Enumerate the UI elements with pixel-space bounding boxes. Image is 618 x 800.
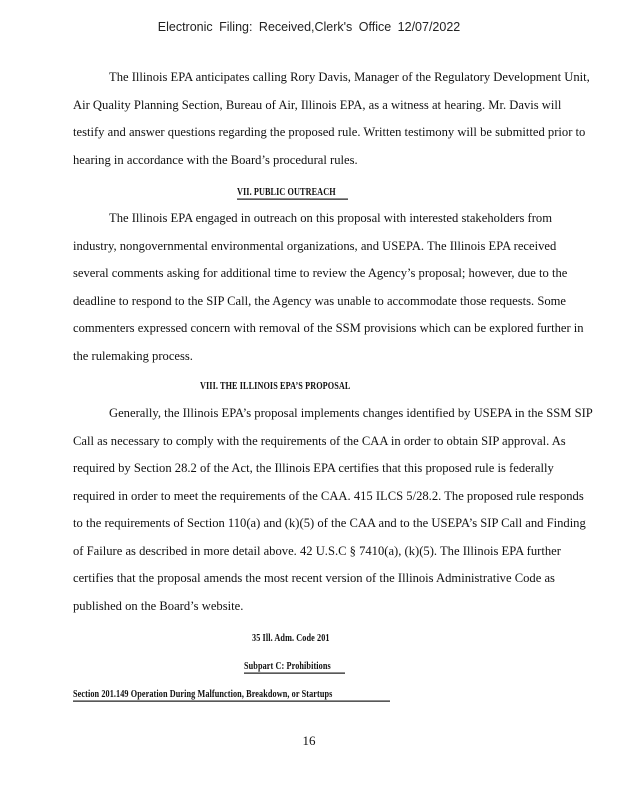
subpart-heading: Subpart C: Prohibitions: [244, 660, 345, 671]
witness-paragraph: The Illinois EPA anticipates calling Rory Davis, Manager of the Regulatory Development Unit, Air Quality Planning Section, Bureau of Air, Illinois EPA, as a witness at hearing. Mr. Davis will testify and answer questions regarding the proposed rule. Written testimony will be submitted prior to hearing in accordance with the Board’s procedural rules.: [73, 70, 590, 167]
outreach-paragraph: The Illinois EPA engaged in outreach on this proposal with interested stakeholders from industry, nongovernmental environmental organizations, and USEPA. The Illinois EPA received several comments asking for additional time to review the Agency’s proposal; however, due to the deadline to respond to the SIP Call, the Agency was unable to accommodate those requests. Some commenters expressed concern with removal of the SSM provisions which can be explored further in the rulemaking process.: [73, 211, 584, 363]
code-title: 35 Ill. Adm. Code 201: [252, 632, 330, 644]
section-201-149-heading: Section 201.149 Operation During Malfunction, Breakdown, or Startups: [73, 688, 390, 699]
section-heading-proposal: VIII. THE ILLINOIS EPA’S PROPOSAL: [200, 380, 351, 392]
page-number: 16: [302, 733, 316, 748]
section-heading-public-outreach: VII. PUBLIC OUTREACH: [237, 186, 348, 197]
filing-stamp-header: Electronic Filing: Received,Clerk's Office 12/07/2022: [157, 20, 461, 34]
proposal-paragraph: Generally, the Illinois EPA’s proposal implements changes identified by USEPA in the SSM SIP Call as necessary to comply with the requirements of the CAA in order to obtain SIP approval. As required by Section 28.2 of the Act, the Illinois EPA certifies that this proposed rule is federally required in order to meet the requirements of the CAA. 415 ILCS 5/28.2. The proposed rule responds to the requirements of Section 110(a) and (k)(5) of the CAA and to the USEPA’s SIP Call and Finding of Failure as described in more detail above. 42 U.S.C § 7410(a), (k)(5). The Illinois EPA further certifies that the proposal amends the most recent version of the Illinois Administrative Code as published on the Board’s website.: [73, 406, 593, 613]
